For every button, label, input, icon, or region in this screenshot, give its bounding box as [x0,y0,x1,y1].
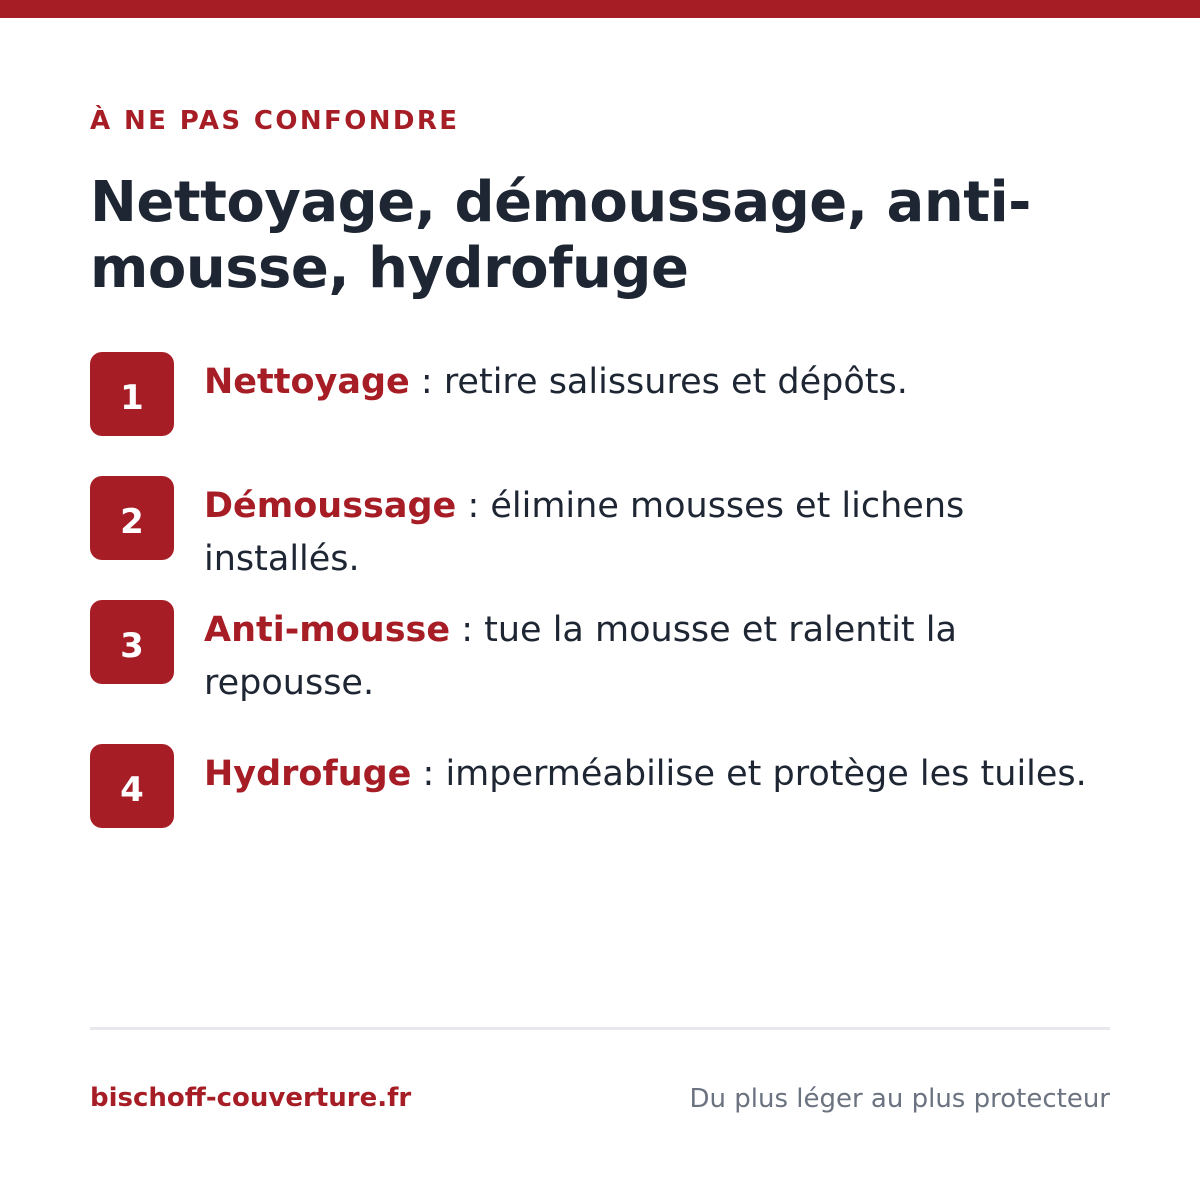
eyebrow-label: À NE PAS CONFONDRE [90,106,460,136]
item-separator: : [456,486,491,526]
item-description: élimine mousses et lichens installés. [204,486,965,579]
item-description: retire salissures et dépôts. [443,362,908,402]
item-text [204,604,964,710]
item-description: imperméabilise et protège les tuiles. [445,754,1087,794]
item-term: Démoussage [204,486,457,526]
number-badge: 4 [90,744,174,828]
number-badge: 2 [90,476,174,560]
item-term: Anti-mousse [204,610,451,650]
page-title: Nettoyage, démoussage, anti-mousse, hydrofuge [90,170,1031,301]
top-accent-bar [0,0,1200,18]
item-text [204,480,1124,586]
item-text [204,356,1124,409]
item-term: Hydrofuge [204,754,412,794]
footer-divider [90,1027,1110,1030]
item-separator: : [409,362,444,402]
number-badge: 3 [90,600,174,684]
item-text [204,748,1124,801]
number-badge: 1 [90,352,174,436]
item-description: tue la mousse et ralentit la repousse. [204,610,957,703]
item-term: Nettoyage [204,362,410,402]
item-separator: : [450,610,485,650]
website-link[interactable]: bischoff-couverture.fr [90,1083,412,1113]
footer-tagline: Du plus léger au plus protecteur [689,1084,1110,1114]
item-separator: : [411,754,446,794]
